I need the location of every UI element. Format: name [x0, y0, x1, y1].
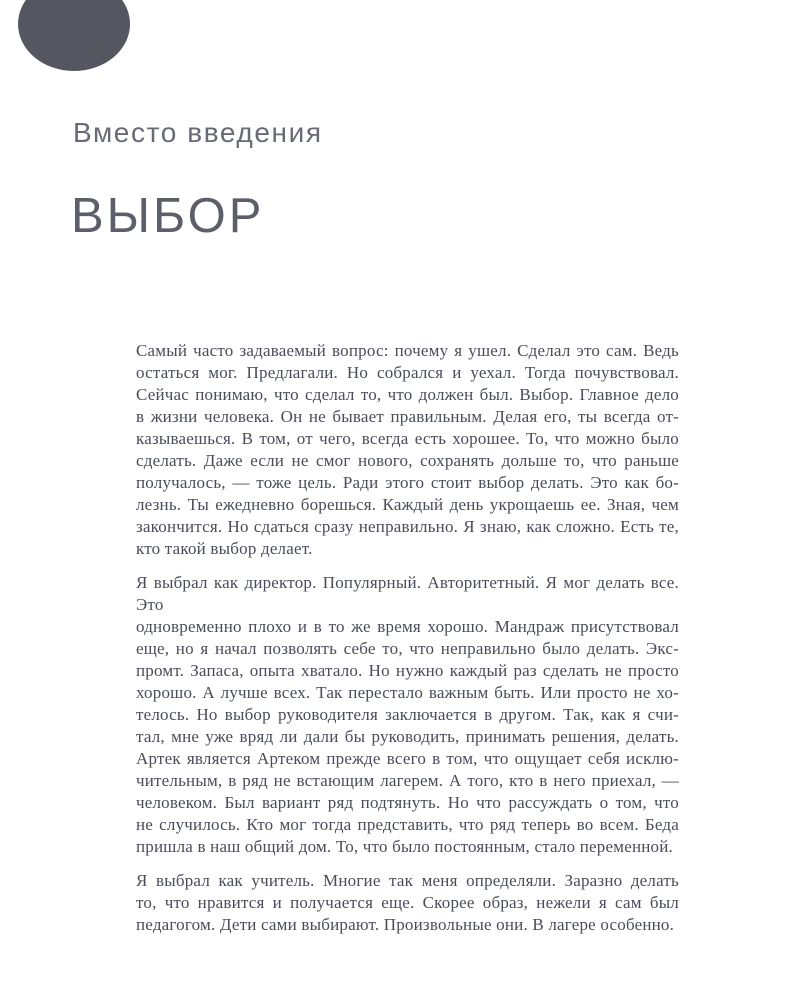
text-line: еще, но я начал позволять себе то, что неправильно было делать. Экс-	[136, 639, 679, 658]
text-line: не случилось. Кто мог тогда представить, что ряд теперь во всем. Беда	[136, 815, 679, 834]
text-line: тал, мне уже вряд ли дали бы руководить, принимать решения, делать.	[136, 727, 679, 746]
text-line: Сейчас понимаю, что сделал то, что должен был. Выбор. Главное дело	[136, 385, 679, 404]
text-line: одновременно плохо и в то же время хорошо. Мандраж присутствовал	[136, 617, 679, 636]
text-line: закончится. Но сдаться сразу неправильно. Я знаю, как сложно. Есть те,	[136, 517, 679, 536]
paragraph	[136, 870, 679, 936]
text-line: то, что нравится и получается еще. Скорее образ, нежели я сам был	[136, 893, 679, 912]
text-line: сделать. Даже если не смог нового, сохранять дольше то, что раньше	[136, 451, 679, 470]
text-line: казываешься. В том, от чего, всегда есть хорошее. То, что можно было	[136, 429, 679, 448]
text-line: кто такой выбор делает.	[136, 539, 313, 558]
text-line: лезнь. Ты ежедневно борешься. Каждый день укрощаешь ее. Зная, чем	[136, 495, 679, 514]
corner-oval-decoration	[18, 0, 130, 71]
paragraph	[136, 340, 679, 560]
text-line: остаться мог. Предлагали. Но собрался и уехал. Тогда почувствовал.	[136, 363, 679, 382]
body-text	[136, 340, 679, 936]
text-line: Артек является Артеком прежде всего в том, что ощущает себя исклю-	[136, 749, 679, 768]
text-line: человеком. Был вариант ряд подтянуть. Но что рассуждать о том, что	[136, 793, 679, 812]
section-kicker: Вместо введения	[73, 117, 323, 148]
text-line: получалось, — тоже цель. Ради этого стоит выбор делать. Это как бо-	[136, 473, 679, 492]
text-line: Я выбрал как учитель. Многие так меня определяли. Заразно делать	[136, 871, 679, 890]
text-line: Я выбрал как директор. Популярный. Авторитетный. Я мог делать все. Это	[136, 573, 679, 614]
text-line: Самый часто задаваемый вопрос: почему я ушел. Сделал это сам. Ведь	[136, 341, 679, 360]
text-line: промт. Запаса, опыта хватало. Но нужно каждый раз сделать не просто	[136, 661, 679, 680]
text-line: в жизни человека. Он не бывает правильным. Делая его, ты всегда от-	[136, 407, 679, 426]
chapter-title: ВЫБОР	[71, 189, 265, 243]
text-line: чительным, в ряд не встающим лагерем. А того, кто в него приехал, —	[136, 771, 679, 790]
paragraph	[136, 572, 679, 858]
text-line: хорошо. А лучше всех. Так перестало важным быть. Или просто не хо-	[136, 683, 679, 702]
text-line: пришла в наш общий дом. То, что было постоянным, стало переменной.	[136, 837, 673, 856]
text-line: телось. Но выбор руководителя заключается в другом. Так, как я счи-	[136, 705, 679, 724]
text-line: педагогом. Дети сами выбирают. Произвольные они. В лагере особенно.	[136, 915, 675, 934]
